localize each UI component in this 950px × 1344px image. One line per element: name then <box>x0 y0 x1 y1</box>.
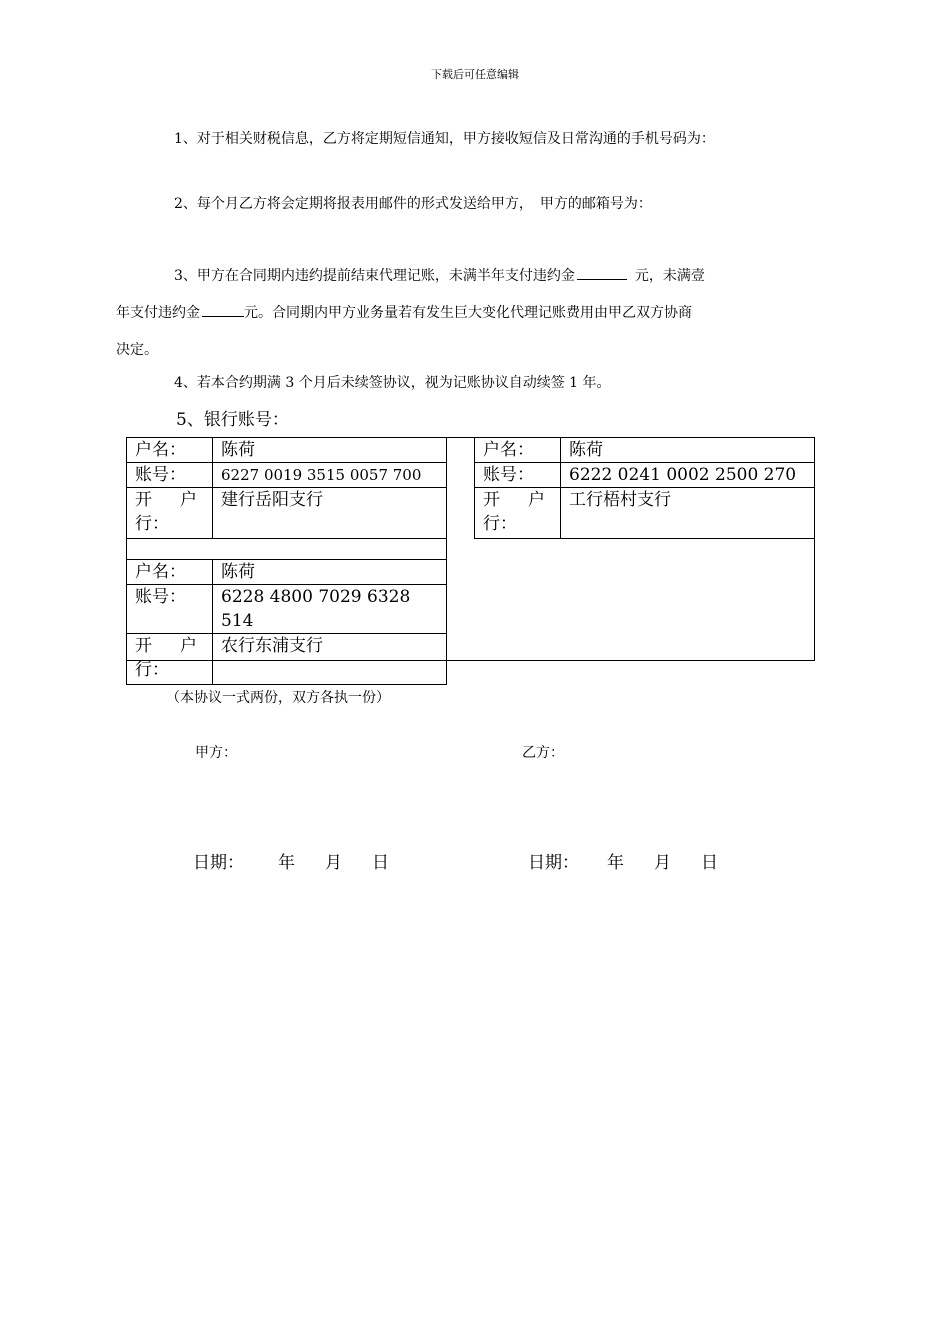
clause-3-line-2 <box>116 302 692 323</box>
date-day: 日 <box>701 853 718 873</box>
account-number-label: 账 号： <box>127 463 213 488</box>
name-label: 户 名： <box>475 438 561 463</box>
account-number-label: 账 号： <box>127 585 213 634</box>
party-b-signature-label: 乙方： <box>522 745 564 761</box>
name-label: 户 名： <box>127 438 213 463</box>
date-day: 日 <box>372 853 389 873</box>
account-holder-name: 陈荷 <box>213 438 447 463</box>
date-label: 日期： <box>528 853 579 873</box>
date-month: 月 <box>654 853 671 873</box>
account-holder-name: 陈荷 <box>213 560 447 585</box>
bank-branch: 农行东浦支行 <box>213 634 447 685</box>
name-label: 户 名： <box>127 560 213 585</box>
clause-3-line-3: 决定。 <box>116 342 158 358</box>
party-a-signature-label: 甲方： <box>195 745 237 761</box>
clause-3-text-b: 元，未满壹 <box>634 268 705 284</box>
bank-branch: 工行梧村支行 <box>561 488 815 539</box>
clause-3-text-d: 元。合同期内甲方业务量若有发生巨大变化代理记账费用由甲乙双方协商 <box>244 305 692 321</box>
account-card-2 <box>474 437 815 539</box>
date-year: 年 <box>607 853 624 873</box>
agreement-copies-note: （本协议一式两份，双方各执一份） <box>166 690 390 706</box>
bank-label: 开 户 行： <box>475 488 561 539</box>
date-year: 年 <box>278 853 295 873</box>
clause-1: 1、对于相关财税信息，乙方将定期短信通知，甲方接收短信及日常沟通的手机号码为： <box>174 131 715 147</box>
account-number: 6222 0241 0002 2500 270 <box>561 463 815 488</box>
account-number: 6227 0019 3515 0057 700 <box>213 463 447 488</box>
party-b-date <box>528 848 718 873</box>
clause-3-line-1 <box>174 265 705 286</box>
clause-2: 2、每个月乙方将会定期将报表用邮件的形式发送给甲方， 甲方的邮箱号为： <box>174 196 652 212</box>
bank-label: 开 户 行： <box>127 634 213 685</box>
account-card-3 <box>126 559 447 685</box>
penalty-half-year-blank[interactable] <box>577 265 627 280</box>
account-holder-name: 陈荷 <box>561 438 815 463</box>
clause-5-bank-accounts: 5、银行账号： <box>176 410 289 430</box>
page-header: 下载后可任意编辑 <box>431 68 519 81</box>
account-number-label: 账 号： <box>475 463 561 488</box>
date-month: 月 <box>325 853 342 873</box>
date-label: 日期： <box>193 853 244 873</box>
account-number: 6228 4800 7029 6328 514 <box>213 585 447 634</box>
bank-branch: 建行岳阳支行 <box>213 488 447 539</box>
clause-4: 4、若本合约期满 3 个月后未续签协议，视为记账协议自动续签 1 年。 <box>174 375 611 391</box>
penalty-one-year-blank[interactable] <box>202 302 244 317</box>
account-card-1 <box>126 437 447 539</box>
clause-3-text-a: 3、甲方在合同期内违约提前结束代理记账，未满半年支付违约金 <box>174 268 575 284</box>
clause-3-text-c: 年支付违约金 <box>116 305 200 321</box>
bank-label: 开 户 行： <box>127 488 213 539</box>
party-a-date <box>193 848 389 873</box>
